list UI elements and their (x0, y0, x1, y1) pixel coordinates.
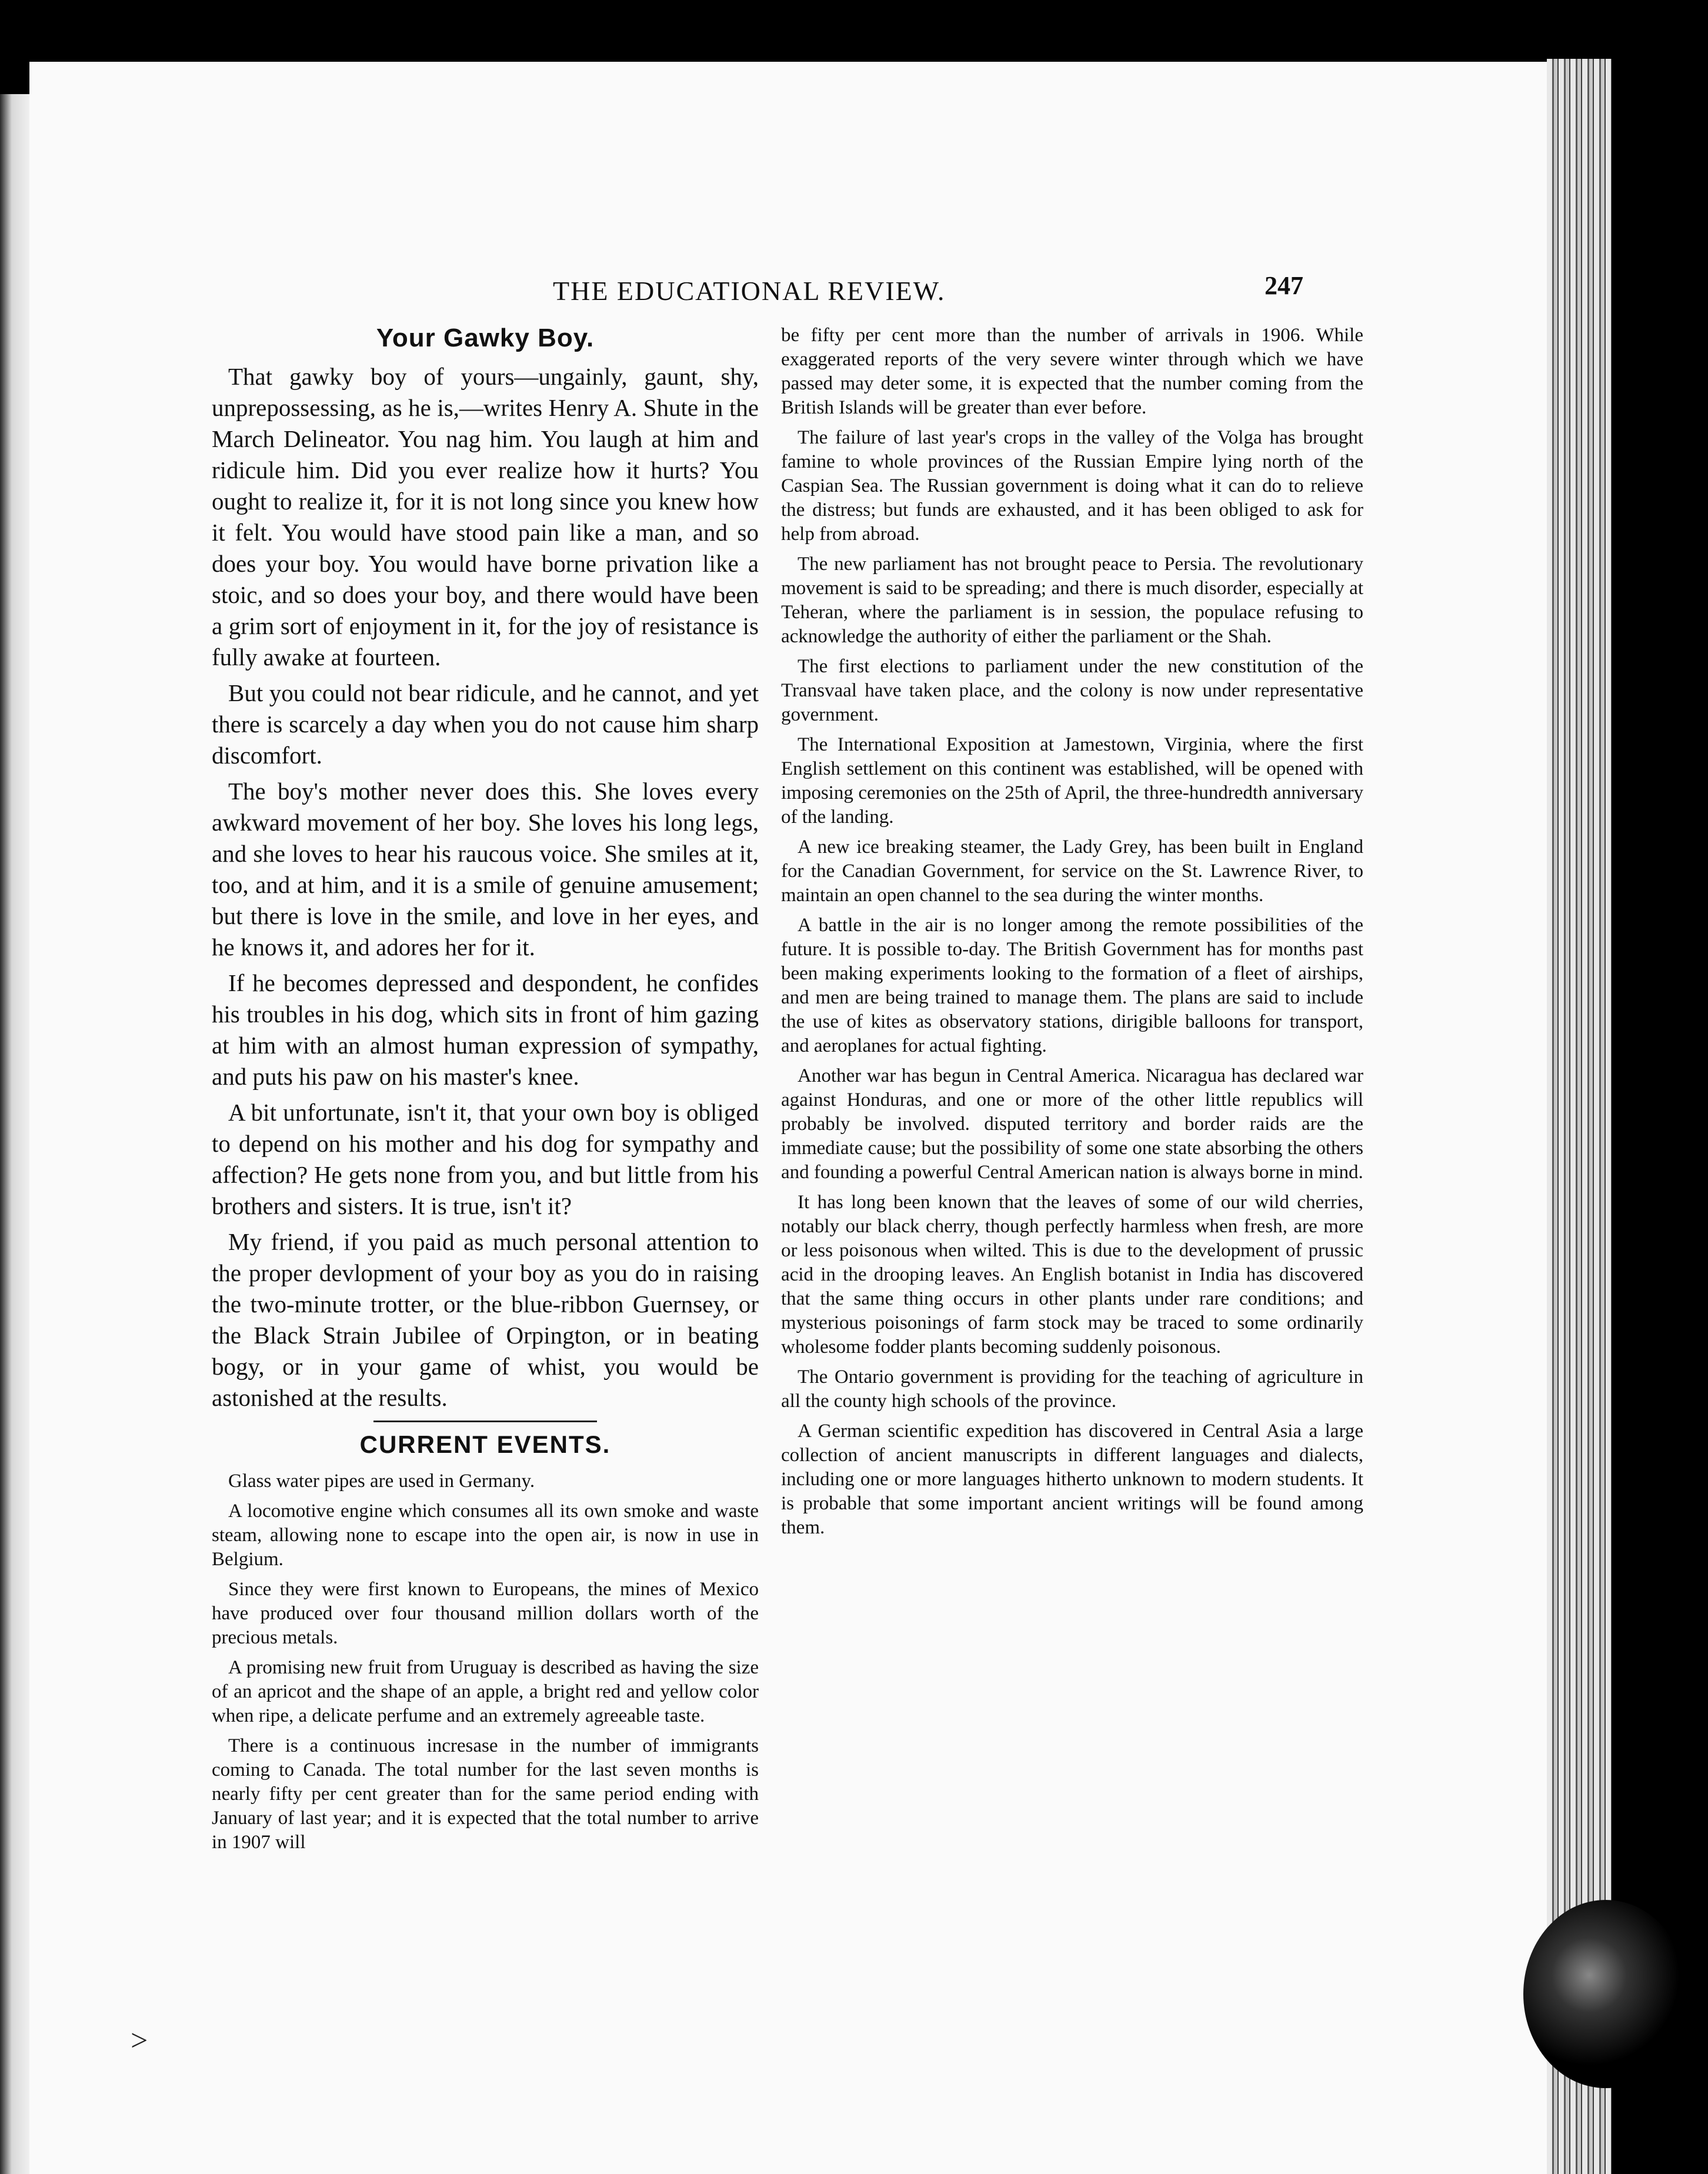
event-item: The failure of last year's crops in the valley of the Volga has brought famine to whole provinces of the Russian Empire lying north of the Caspian Sea. The Russian government is doing what it can do to relieve the distress; but funds are exhausted, and it has been obliged to ask for help from abroad. (781, 427, 1363, 545)
event-item: The new parliament has not brought peace to Persia. The revolutionary movement is said to be spreading; and there is much disorder, especially at Teheran, where the parliament is in session, the populace refusing to acknowledge the authority of either the parliament or the Shah. (781, 553, 1363, 647)
left-column (212, 324, 759, 1860)
paragraph: If he becomes depressed and despondent, he confides his troubles in his dog, which sits in front of him gazing at him with an almost human expression of sympathy, and puts his paw on his master's knee. (212, 969, 759, 1090)
paragraph: The boy's mother never does this. She loves every awkward movement of her boy. She loves his long legs, and she loves to hear his raucous voice. She smiles at it, too, and at him, and it is a smile of genuine amusement; but there is love in the smile, and love in her eyes, and he knows it, and adores her for it. (212, 778, 759, 961)
margin-mark: > (131, 2024, 148, 2058)
article-body (212, 361, 759, 1413)
event-item: It has long been known that the leaves of some of our wild cherries, notably our black cherry, though perfectly harmless when fresh, are more or less poisonous when wilted. This is due to the development of prussic acid in the drooping leaves. An English botanist in India has discovered that the same thing occurs in other plants under rare conditions; and mysterious poisonings of farm stock may be traced to some ordinarily wholesome fodder plants becoming suddenly poisonous. (781, 1192, 1363, 1358)
event-item: The Ontario government is providing for the teaching of agriculture in all the county high schools of the province. (781, 1366, 1363, 1412)
event-item: A promising new fruit from Uruguay is described as having the size of an apricot and the shape of an apple, a bright red and yellow color when ripe, a delicate perfume and an extremely agreeable taste. (212, 1657, 759, 1726)
event-item: The International Exposition at Jamestown, Virginia, where the first English settlement on this continent was established, will be opened with imposing ceremonies on the 25th of April, the three-hundredth anniversary of the landing. (781, 734, 1363, 828)
stacked-page-edges (1547, 59, 1612, 2174)
page-number: 247 (1265, 271, 1303, 300)
event-item: A locomotive engine which consumes all its own smoke and waste steam, allowing none to escape into the open air, is now in use in Belgium. (212, 1501, 759, 1570)
paragraph: But you could not bear ridicule, and he cannot, and yet there is scarcely a day when you do not cause him sharp discomfort. (212, 679, 759, 769)
event-item: Glass water pipes are used in Germany. (228, 1471, 535, 1492)
right-border-shadow (1612, 59, 1708, 2174)
event-item: be fifty per cent more than the number of arrivals in 1906. While exaggerated reports of the very severe winter through which we have passed may deter some, it is expected that the number coming from the British Islands will be greater than ever before. (781, 325, 1363, 418)
paragraph: That gawky boy of yours—ungainly, gaunt, shy, unprepossessing, as he is,—writes Henry A. Shute in the March Delineator. You nag him. You laugh at him and ridicule him. Did you ever realize how it hurts? You ought to realize it, for it is not long since you knew how it felt. You would have stood pain like a man, and so does your boy. You would have borne privation like a stoic, and so does your boy, and there would have been a grim sort of enjoyment in it, for the joy of resistance is fully awake at fourteen. (212, 363, 759, 671)
paragraph: A bit unfortunate, isn't it, that your own boy is obliged to depend on his mother and his dog for sympathy and affection? He gets none from you, and but little from his brothers and sisters. It is true, isn't it? (212, 1099, 759, 1219)
binder-clip (1523, 1900, 1688, 2088)
event-item: Another war has begun in Central America. Nicaragua has declared war against Honduras, and one or more of the other little republics will probably be involved. disputed territory and border raids are the immediate cause; but the possibility of some one state absorbing the others and founding a powerful Central American nation is always borne in mind. (781, 1065, 1363, 1183)
paragraph: My friend, if you paid as much personal attention to the proper devlopment of your boy as you do in raising the two-minute trotter, or the blue-ribbon Guernsey, or the Black Strain Jubilee of Orpington, or in beating bogy, or in your game of whist, you would be astonished at the results. (212, 1228, 759, 1411)
event-item: A battle in the air is no longer among the remote possibilities of the future. It is possible to-day. The British Government has for months past been making experiments looking to the formation of a fleet of airships, and men are being trained to manage them. The plans are said to include the use of kites as observatory stations, dirigible balloons for transport, and aeroplanes for actual fighting. (781, 915, 1363, 1056)
events-list (212, 1469, 759, 1855)
section-title: CURRENT EVENTS. (359, 1431, 611, 1458)
running-header: THE EDUCATIONAL REVIEW. (553, 276, 946, 306)
left-page-edge (0, 94, 29, 2174)
article-title: Your Gawky Boy. (376, 324, 595, 352)
event-item: A new ice breaking steamer, the Lady Grey, has been built in England for the Canadian Government, for service on the St. Lawrence River, to maintain an open channel to the sea during the winter months. (781, 836, 1363, 906)
event-item: The first elections to parliament under the new constitution of the Transvaal have taken place, and the colony is now under representative government. (781, 656, 1363, 725)
event-item: There is a continuous incresase in the number of immigrants coming to Canada. The total number for the last seven months is nearly fifty per cent greater than for the same period ending with January of last year; and it is expected that the total number to arrive in 1907 will (212, 1735, 759, 1853)
event-item: A German scientific expedition has discovered in Central Asia a large collection of ancient manuscripts in different languages and dialects, including one or more languages hitherto unknown to modern students. It is probable that some important ancient writings will be found among them. (781, 1421, 1363, 1538)
event-item: Since they were first known to Europeans, the mines of Mexico have produced over four thousand million dollars worth of the precious metals. (212, 1579, 759, 1648)
section-divider (373, 1421, 597, 1422)
right-column (781, 324, 1363, 1546)
